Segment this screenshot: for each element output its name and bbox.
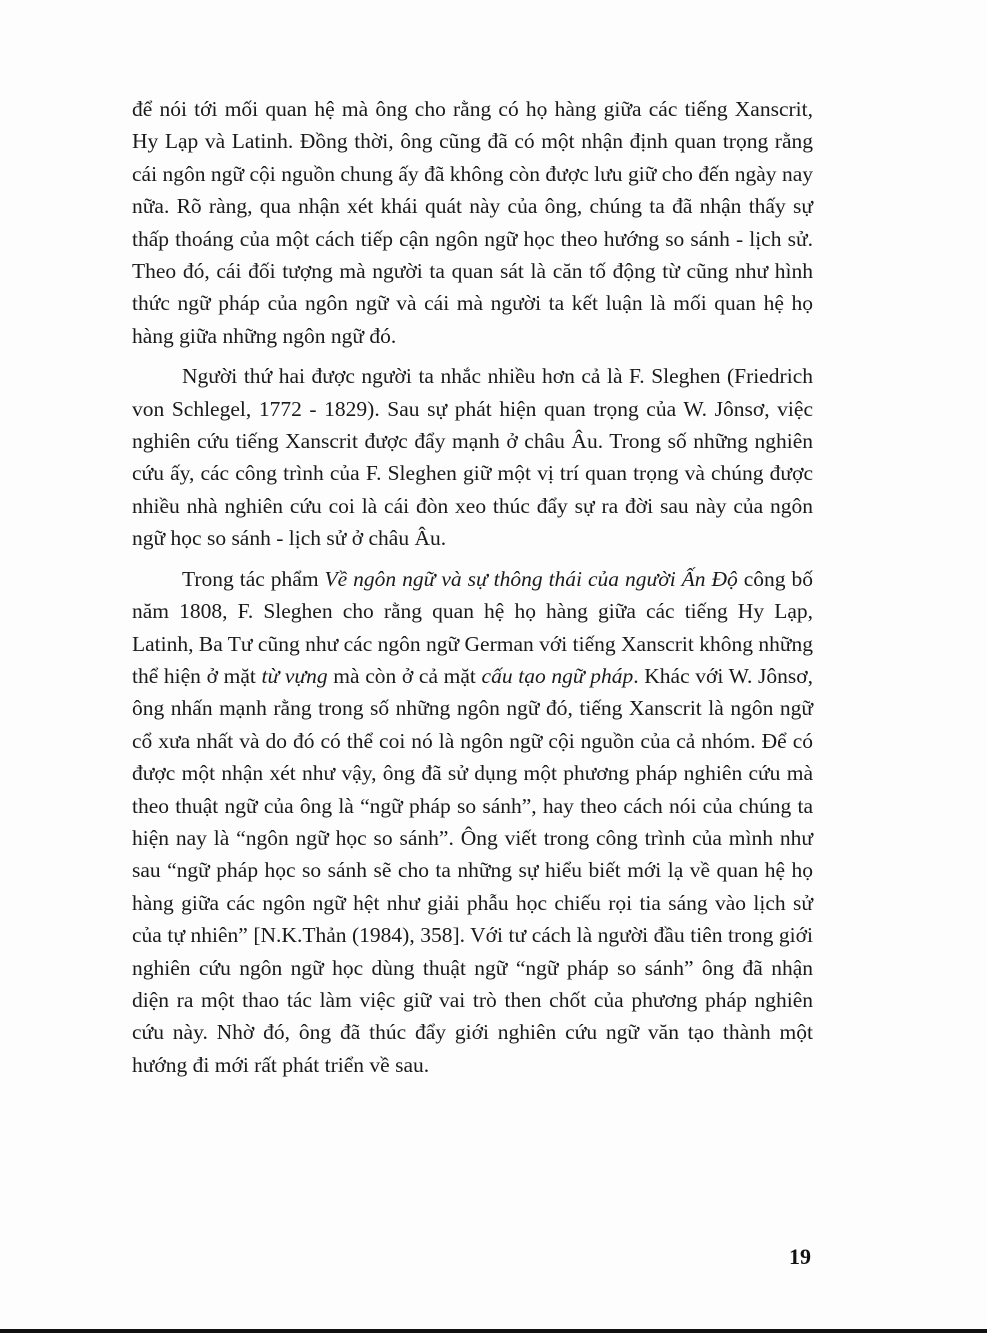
paragraph-3: [132, 563, 813, 1082]
term-vocabulary-italic: từ vựng: [261, 663, 328, 688]
page-number: 19: [789, 1244, 811, 1269]
paragraph-3-text-a: Trong tác phẩm: [182, 566, 325, 591]
paragraph-3-text-b: công bố năm 1808, F. Sleghen cho rằng quan hệ họ hàng giữa các tiếng Hy Lạp, Latinh, Ba Tư cũng như các ngôn ngữ German với tiếng Xanscrit không những thể hiện ở mặt: [132, 566, 813, 688]
paragraph-3-text-d: . Khác với W. Jônsơ, ông nhấn mạnh rằng trong số những ngôn ngữ đó, tiếng Xanscrit là ngôn ngữ cổ xưa nhất và do đó có thể coi nó là ngôn ngữ cội nguồn của cả nhóm. Để có được một nhận xét như vậy, ông đã sử dụng một phương pháp nghiên cứu mà theo thuật ngữ của ông là “ngữ pháp so sánh”, hay theo cách nói của chúng ta hiện nay là “ngôn ngữ học so sánh”. Ông viết trong công trình của mình như sau “ngữ pháp học so sánh sẽ cho ta những sự hiểu biết mới lạ về quan hệ họ hàng giữa các ngôn ngữ hệt như giải phẫu học chiếu rọi tia sáng vào lịch sử của tự nhiên” [N.K.Thản (1984), 358]. Với tư cách là người đầu tiên trong giới nghiên cứu ngôn ngữ học dùng thuật ngữ “ngữ pháp so sánh” ông đã nhận diện ra một thao tác làm việc giữ vai trò then chốt của phương pháp nghiên cứu này. Nhờ đó, ông đã thúc đẩy giới nghiên cứu ngữ văn tạo thành một hướng đi mới rất phát triển về sau.: [132, 663, 813, 1077]
paragraph-3-text-c: mà còn ở cả mặt: [327, 663, 482, 688]
book-title-italic: Về ngôn ngữ và sự thông thái của người Ấn Độ: [324, 566, 738, 591]
body-text: [132, 93, 813, 1089]
bottom-border: [0, 1329, 987, 1333]
paragraph-2: Người thứ hai được người ta nhắc nhiều hơn cả là F. Sleghen (Friedrich von Schlegel, 1772 - 1829). Sau sự phát hiện quan trọng của W. Jônsơ, việc nghiên cứu tiếng Xanscrit được đẩy mạnh ở châu Âu. Trong số những nghiên cứu ấy, các công trình của F. Sleghen giữ một vị trí quan trọng và chúng được nhiều nhà nghiên cứu coi là cái đòn xeo thúc đẩy sự ra đời sau này của ngôn ngữ học so sánh - lịch sử ở châu Âu.: [132, 364, 813, 551]
paragraph-1: để nói tới mối quan hệ mà ông cho rằng có họ hàng giữa các tiếng Xanscrit, Hy Lạp và Latinh. Đồng thời, ông cũng đã có một nhận định quan trọng rằng cái ngôn ngữ cội nguồn chung ấy đã không còn được lưu giữ cho đến ngày nay nữa. Rõ ràng, qua nhận xét khái quát này của ông, chúng ta đã nhận thấy sự thấp thoáng của một cách tiếp cận ngôn ngữ học theo hướng so sánh - lịch sử. Theo đó, cái đối tượng mà người ta quan sát là căn tố động từ cũng như hình thức ngữ pháp của ngôn ngữ và cái mà người ta kết luận là mối quan hệ họ hàng giữa những ngôn ngữ đó.: [132, 97, 813, 348]
term-grammar-italic: cấu tạo ngữ pháp: [481, 663, 634, 688]
